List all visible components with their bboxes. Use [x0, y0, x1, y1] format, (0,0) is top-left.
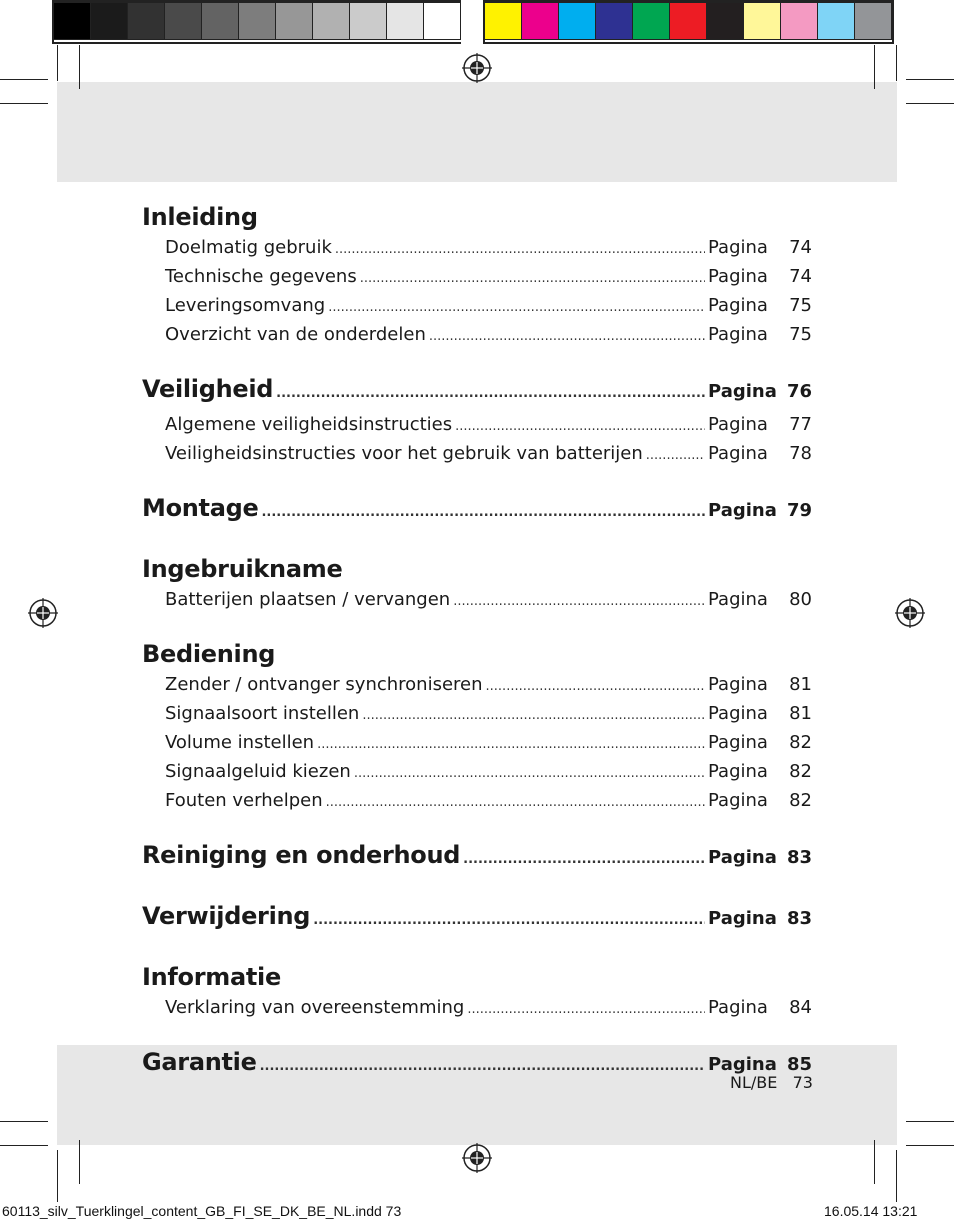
section-heading-label: Reiniging en onderhoud [142, 841, 461, 869]
page-ref: 85 [786, 1054, 812, 1075]
toc-entry [142, 758, 812, 787]
toc-entry-label: Fouten verhelpen [165, 790, 323, 811]
toc-entry [142, 700, 812, 729]
toc-entry [142, 671, 812, 700]
crop-mark [906, 79, 954, 80]
section-heading [142, 899, 812, 938]
page-ref: 75 [789, 324, 812, 345]
registration-mark-icon [462, 1143, 492, 1173]
toc-entry-label: Algemene veiligheidsinstructies [165, 414, 453, 435]
file-slug: 60113_silv_Tuerklingel_content_GB_FI_SE_DK_BE_NL.indd 73 [2, 1203, 402, 1219]
crop-mark [57, 45, 58, 81]
page-label: Pagina [708, 761, 768, 782]
crop-mark [57, 1150, 58, 1202]
crop-mark [0, 1145, 48, 1146]
color-swatch [164, 2, 202, 40]
page-label: Pagina [708, 674, 768, 695]
section-heading [142, 200, 812, 234]
crop-mark [874, 45, 875, 89]
section-heading-label: Informatie [142, 963, 281, 991]
color-swatch [127, 2, 165, 40]
color-swatch [423, 2, 461, 40]
toc-entry-label: Signaalgeluid kiezen [165, 761, 351, 782]
page-number: 73 [792, 1073, 813, 1092]
toc-entry-label: Doelmatig gebruik [165, 237, 332, 258]
color-swatch [558, 2, 596, 40]
grayscale-color-bar [52, 0, 461, 44]
page-ref: 74 [789, 237, 812, 258]
toc-section [142, 372, 812, 469]
toc-entry [142, 292, 812, 321]
page-label: Pagina [708, 266, 768, 287]
color-swatch [312, 2, 350, 40]
color-swatch [780, 2, 818, 40]
color-swatch [90, 2, 128, 40]
color-swatch [201, 2, 239, 40]
toc-entry [142, 234, 812, 263]
page-ref: 76 [786, 381, 812, 402]
language-code: NL/BE [730, 1073, 778, 1092]
page-ref: 74 [789, 266, 812, 287]
toc-entry-label: Signaalsoort instellen [165, 703, 360, 724]
page-ref: 81 [789, 674, 812, 695]
process-color-bar [483, 0, 894, 44]
registration-mark-icon [895, 598, 925, 628]
leader-dots [276, 377, 705, 411]
leader-dots [335, 236, 705, 263]
toc-entry-label: Batterijen plaatsen / vervangen [165, 589, 451, 610]
crop-mark [906, 1145, 954, 1146]
crop-mark [906, 103, 954, 104]
section-heading-label: Inleiding [142, 203, 258, 231]
crop-mark [79, 45, 80, 89]
toc-entry [142, 411, 812, 440]
date-slug: 16.05.14 13:21 [824, 1203, 918, 1219]
toc-entry [142, 321, 812, 350]
crop-mark [896, 1150, 897, 1202]
toc-entry [142, 440, 812, 469]
page-label: Pagina [708, 443, 768, 464]
page-label: Pagina [708, 500, 777, 521]
section-heading [142, 552, 812, 586]
leader-dots [360, 265, 705, 292]
section-heading-label: Montage [142, 494, 259, 522]
section-heading [142, 838, 812, 877]
page-label: Pagina [708, 414, 768, 435]
color-swatch [669, 2, 707, 40]
leader-dots [429, 323, 705, 350]
top-gray-band [57, 82, 897, 182]
leader-dots [453, 588, 705, 615]
toc-section [142, 1045, 812, 1084]
crop-mark [0, 79, 48, 80]
toc-entry-label: Verklaring van overeenstemming [165, 997, 465, 1018]
color-swatch [53, 2, 91, 40]
color-swatch [595, 2, 633, 40]
page-ref: 82 [789, 732, 812, 753]
section-heading [142, 372, 812, 411]
leader-dots [362, 702, 705, 729]
page-ref: 83 [786, 908, 812, 929]
page-ref: 80 [789, 589, 812, 610]
page-label: Pagina [708, 908, 777, 929]
page-footer [730, 1073, 813, 1092]
page-label: Pagina [708, 589, 768, 610]
page-label: Pagina [708, 790, 768, 811]
page-label: Pagina [708, 237, 768, 258]
section-heading-label: Verwijdering [142, 902, 311, 930]
page-label: Pagina [708, 1054, 777, 1075]
color-swatch [743, 2, 781, 40]
crop-mark [79, 1140, 80, 1184]
color-swatch [275, 2, 313, 40]
page-ref: 83 [786, 847, 812, 868]
leader-dots [328, 294, 705, 321]
section-heading [142, 1045, 812, 1084]
section-heading [142, 637, 812, 671]
page-ref: 84 [789, 997, 812, 1018]
crop-mark [0, 1121, 48, 1122]
leader-dots [354, 760, 705, 787]
color-swatch [817, 2, 855, 40]
section-heading [142, 491, 812, 530]
page-label: Pagina [708, 703, 768, 724]
page-label: Pagina [708, 324, 768, 345]
leader-dots [261, 496, 705, 530]
color-swatch [484, 2, 522, 40]
color-swatch [349, 2, 387, 40]
section-heading-label: Bediening [142, 640, 276, 668]
color-swatch [386, 2, 424, 40]
page-ref: 79 [786, 500, 812, 521]
page-label: Pagina [708, 381, 777, 402]
registration-mark-icon [462, 53, 492, 83]
leader-dots [260, 1050, 705, 1084]
section-heading [142, 960, 812, 994]
toc-entry-label: Zender / ontvanger synchroniseren [165, 674, 483, 695]
toc-entry-label: Technische gegevens [165, 266, 357, 287]
section-heading-label: Veiligheid [142, 375, 274, 403]
toc-entry [142, 263, 812, 292]
toc-section [142, 960, 812, 1023]
toc-entry-label: Veiligheidsinstructies voor het gebruik van batterijen [165, 443, 643, 464]
leader-dots [326, 789, 705, 816]
crop-mark [896, 45, 897, 81]
toc-section [142, 838, 812, 877]
page-ref: 75 [789, 295, 812, 316]
section-heading-label: Garantie [142, 1048, 257, 1076]
toc-entry-label: Volume instellen [165, 732, 315, 753]
leader-dots [317, 731, 705, 758]
page-ref: 82 [789, 790, 812, 811]
toc-entry [142, 787, 812, 816]
leader-dots [486, 673, 705, 700]
toc-entry-label: Overzicht van de onderdelen [165, 324, 426, 345]
crop-mark [906, 1121, 954, 1122]
leader-dots [455, 413, 705, 440]
page-label: Pagina [708, 732, 768, 753]
toc-section [142, 899, 812, 938]
color-swatch [238, 2, 276, 40]
toc-section [142, 637, 812, 816]
registration-mark-icon [28, 598, 58, 628]
toc-entry [142, 994, 812, 1023]
page-label: Pagina [708, 997, 768, 1018]
leader-dots [467, 996, 705, 1023]
toc-entry [142, 729, 812, 758]
page-ref: 81 [789, 703, 812, 724]
section-heading-label: Ingebruikname [142, 555, 343, 583]
color-swatch [854, 2, 892, 40]
toc-entry-label: Leveringsomvang [165, 295, 326, 316]
page-ref: 77 [789, 414, 812, 435]
page-ref: 78 [789, 443, 812, 464]
page-ref: 82 [789, 761, 812, 782]
color-swatch [706, 2, 744, 40]
table-of-contents [142, 200, 812, 1106]
leader-dots [463, 843, 705, 877]
page-label: Pagina [708, 295, 768, 316]
leader-dots [313, 904, 705, 938]
page-label: Pagina [708, 847, 777, 868]
color-swatch [521, 2, 559, 40]
toc-entry [142, 586, 812, 615]
crop-mark [0, 103, 48, 104]
color-swatch [632, 2, 670, 40]
crop-mark [874, 1140, 875, 1184]
toc-section [142, 200, 812, 350]
leader-dots [646, 442, 705, 469]
toc-section [142, 552, 812, 615]
toc-section [142, 491, 812, 530]
